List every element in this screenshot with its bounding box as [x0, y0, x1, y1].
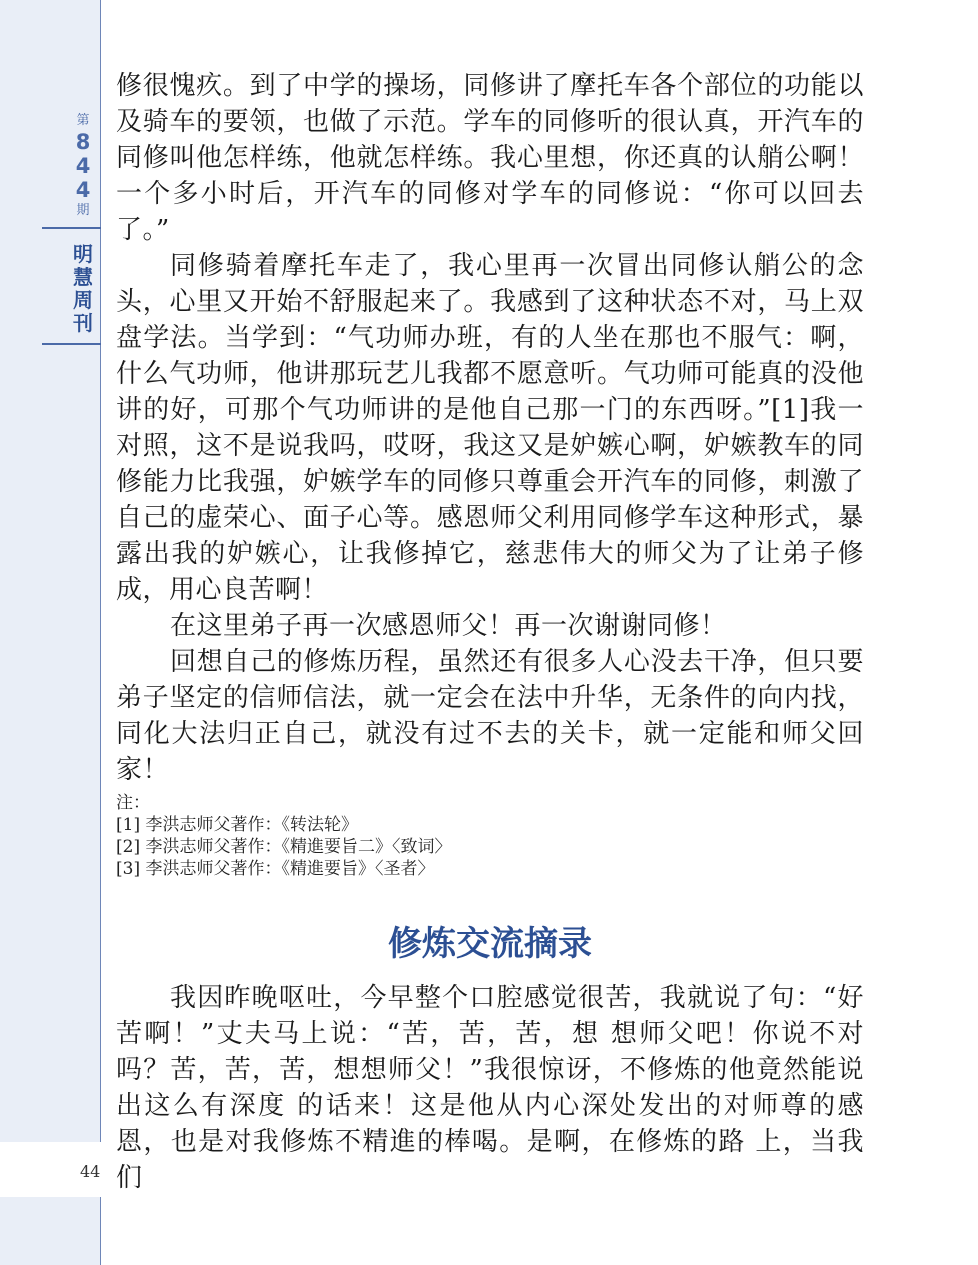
issue-suffix: 期 — [76, 203, 90, 218]
magazine-char: 刊 — [73, 311, 93, 335]
page-content — [116, 68, 864, 1196]
footnote: [1] 李洪志师父著作：《转法轮》 — [116, 815, 358, 835]
sidebar-rule-top — [42, 227, 101, 229]
issue-digit: 4 — [75, 178, 91, 202]
magazine-char: 明 — [73, 242, 93, 266]
issue-digit: 8 — [75, 130, 91, 154]
magazine-name — [68, 243, 98, 335]
footnotes — [116, 792, 864, 880]
article-paragraph: 修很愧疚。到了中学的操场，同修讲了摩托车各个部位的功能以及骑车的要领，也做了示范。学车的同修听的很认真，开汽车的同修叫他怎样练，他就怎样练。我心里想，你还真的认艄公啊！一个多小时后，开汽车的同修对学车的同修说：“你可以回去了。” — [116, 71, 864, 245]
section-title: 修炼交流摘录 — [388, 924, 592, 964]
sidebar-border — [100, 0, 101, 1265]
issue-number — [68, 112, 98, 220]
magazine-char: 周 — [73, 288, 93, 312]
page-number: 44 — [80, 1162, 101, 1181]
footnote: [2] 李洪志师父著作：《精進要旨二》〈致词〉 — [116, 837, 452, 857]
section-paragraph: 我因昨晚呕吐，今早整个口腔感觉很苦，我就说了句：“好苦啊！”丈夫马上说：“苦，苦，苦，想 想师父吧！你说不对吗？苦，苦，苦，想想师父！”我很惊讶，不修炼的他竟然能说出这么有深度 的话来！这是他从内心深处发出的对师尊的感恩，也是对我修炼不精進的棒喝。是啊，在修炼的路 上，当我们 — [116, 983, 864, 1193]
footnote: [3] 李洪志师父著作：《精進要旨》〈圣者〉 — [116, 859, 435, 879]
article-paragraph: 同修骑着摩托车走了，我心里再一次冒出同修认艄公的念头，心里又开始不舒服起来了。我感到了这种状态不对，马上双盘学法。当学到：“气功师办班，有的人坐在那也不服气：啊，什么气功师，他讲那玩艺儿我都不愿意听。气功师可能真的没他讲的好，可那个气功师讲的是他自己那一门的东西呀。”[1]我一对照，这不是说我吗，哎呀，我这又是妒嫉心啊，妒嫉教车的同修能力比我强，妒嫉学车的同修只尊重会开汽车的同修，刺激了自己的虚荣心、面子心等。感恩师父利用同修学车这种形式，暴露出我的妒嫉心，让我修掉它，慈悲伟大的师父为了让弟子修成，用心良苦啊！ — [116, 251, 864, 605]
article-paragraph: 回想自己的修炼历程，虽然还有很多人心没去干净，但只要弟子坚定的信师信法，就一定会在法中升华，无条件的向内找，同化大法归正自己，就没有过不去的关卡，就一定能和师父回家！ — [116, 647, 864, 785]
issue-prefix: 第 — [76, 113, 90, 128]
issue-digit: 4 — [75, 154, 91, 178]
article-paragraph: 在这里弟子再一次感恩师父！再一次谢谢同修！ — [170, 611, 727, 641]
notes-label: 注： — [116, 793, 150, 813]
magazine-char: 慧 — [73, 265, 93, 289]
sidebar-rule-bottom — [42, 343, 101, 345]
